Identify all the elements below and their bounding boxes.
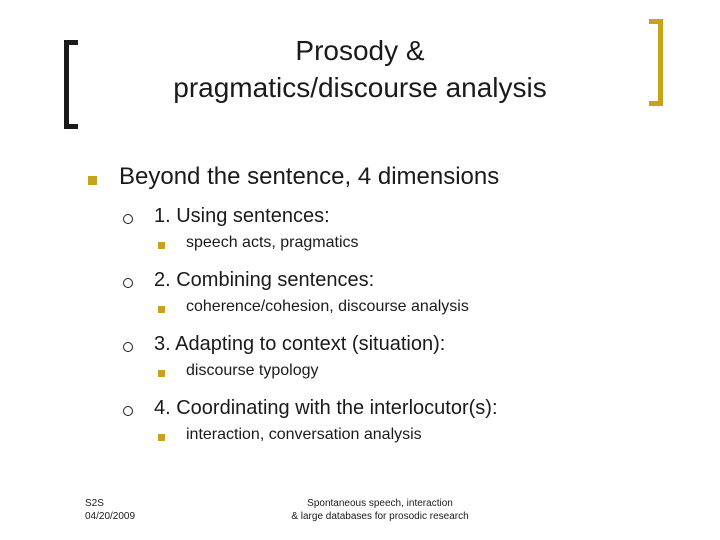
title-line-2: pragmatics/discourse analysis bbox=[173, 72, 547, 103]
square-bullet-icon bbox=[158, 242, 165, 249]
bullet-level-3 bbox=[85, 362, 685, 394]
square-bullet-icon bbox=[158, 370, 165, 377]
circle-bullet-icon bbox=[123, 214, 133, 224]
bullet-level-2 bbox=[85, 202, 685, 234]
bullet-level-2 bbox=[85, 266, 685, 298]
bullet-level-3 bbox=[85, 298, 685, 330]
square-bullet-icon bbox=[88, 176, 97, 185]
dimension-detail: coherence/cohesion, discourse analysis bbox=[186, 298, 469, 315]
bullet-level-3 bbox=[85, 426, 685, 458]
title-line-1: Prosody & bbox=[295, 35, 425, 66]
bullet-level-2 bbox=[85, 330, 685, 362]
bullet-level-1 bbox=[85, 160, 685, 202]
circle-bullet-icon bbox=[123, 406, 133, 416]
dimension-label: 3. Adapting to context (situation): bbox=[154, 333, 446, 355]
footer-title-line-2: & large databases for prosodic research bbox=[291, 511, 469, 522]
footer-event: S2S bbox=[85, 498, 104, 509]
dimension-detail: speech acts, pragmatics bbox=[186, 234, 359, 251]
left-bracket-decoration bbox=[64, 40, 78, 129]
square-bullet-icon bbox=[158, 434, 165, 441]
dimension-label: 1. Using sentences: bbox=[154, 205, 330, 227]
circle-bullet-icon bbox=[123, 342, 133, 352]
footer-title-line-1: Spontaneous speech, interaction bbox=[307, 498, 453, 509]
main-point: Beyond the sentence, 4 dimensions bbox=[119, 163, 500, 190]
slide-body bbox=[85, 160, 685, 458]
slide-title bbox=[100, 32, 620, 106]
bullet-level-2 bbox=[85, 394, 685, 426]
bullet-level-3 bbox=[85, 234, 685, 266]
footer-left bbox=[85, 497, 135, 523]
dimension-detail: discourse typology bbox=[186, 362, 319, 379]
dimension-label: 4. Coordinating with the interlocutor(s): bbox=[154, 397, 498, 419]
dimension-detail: interaction, conversation analysis bbox=[186, 426, 422, 443]
right-bracket-decoration bbox=[649, 19, 663, 106]
dimension-label: 2. Combining sentences: bbox=[154, 269, 375, 291]
circle-bullet-icon bbox=[123, 278, 133, 288]
square-bullet-icon bbox=[158, 306, 165, 313]
footer-center bbox=[230, 497, 530, 523]
footer-date: 04/20/2009 bbox=[85, 511, 136, 522]
